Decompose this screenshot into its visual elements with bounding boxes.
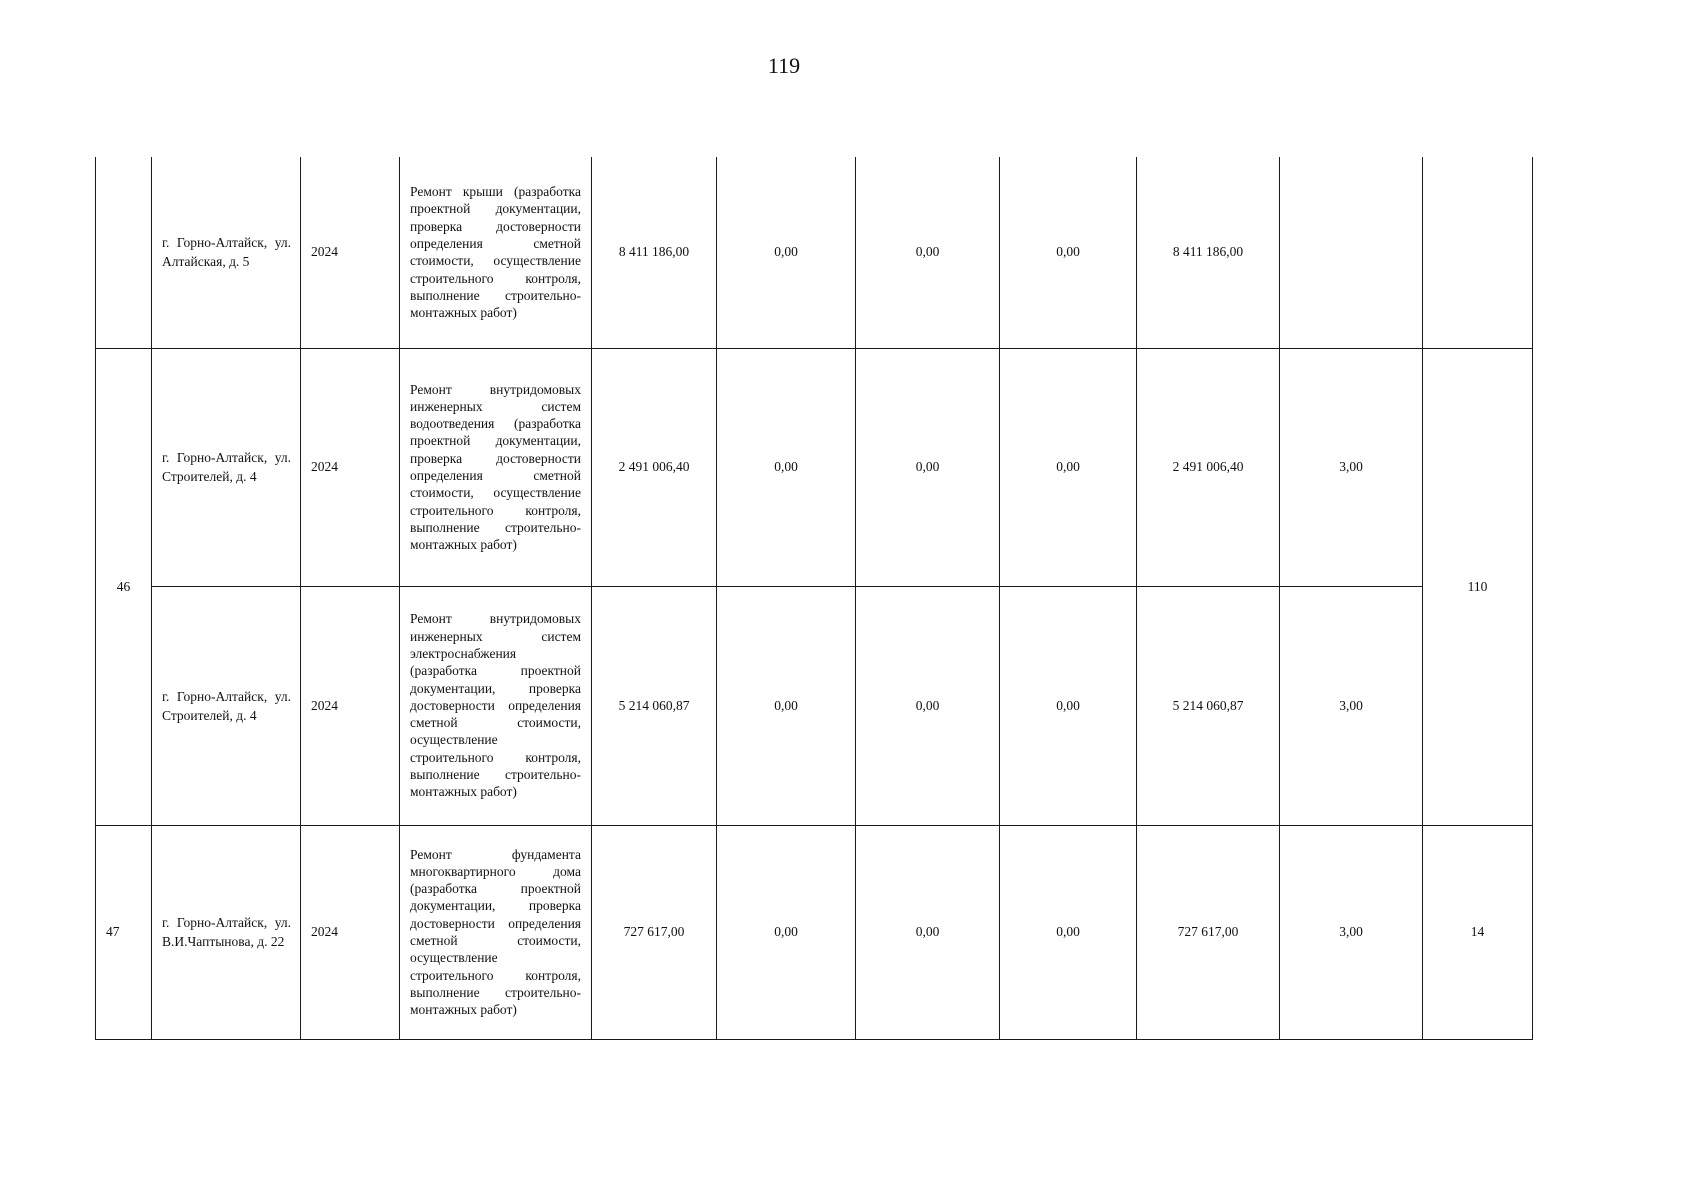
capital-repair-table	[95, 157, 1533, 1040]
address-cell: г. Горно-Алтайск, ул. Алтайская, д. 5	[152, 157, 301, 348]
value-cell-1: 0,00	[717, 157, 856, 348]
value-cell-1: 0,00	[717, 348, 856, 586]
value-cell-3: 0,00	[1000, 348, 1137, 586]
rate-cell: 3,00	[1280, 586, 1423, 825]
value-cell-3: 0,00	[1000, 825, 1137, 1039]
page-number: 119	[767, 53, 801, 78]
address-cell: г. Горно-Алтайск, ул. В.И.Чаптынова, д. 22	[152, 825, 301, 1039]
year-cell: 2024	[301, 157, 400, 348]
year-cell: 2024	[301, 586, 400, 825]
value-cell-2: 0,00	[856, 586, 1000, 825]
address-cell: г. Горно-Алтайск, ул. Строителей, д. 4	[152, 348, 301, 586]
address-cell: г. Горно-Алтайск, ул. Строителей, д. 4	[152, 586, 301, 825]
rate-cell: 3,00	[1280, 825, 1423, 1039]
work-description-cell: Ремонт крыши (разработка проектной документации, проверка достоверности определения сметной стоимости, осуществление строительного контроля, выполнение строительно-монтажных работ)	[400, 157, 592, 348]
count-cell	[1423, 157, 1533, 348]
row-number-cell: 47	[96, 825, 152, 1039]
value-cell-2: 0,00	[856, 348, 1000, 586]
count-cell: 14	[1423, 825, 1533, 1039]
row-number-cell	[96, 157, 152, 348]
year-cell: 2024	[301, 825, 400, 1039]
count-cell: 110	[1423, 348, 1533, 825]
value-cell-1: 0,00	[717, 825, 856, 1039]
value-cell-1: 0,00	[717, 586, 856, 825]
value-cell-4: 5 214 060,87	[1137, 586, 1280, 825]
table-row	[96, 157, 1533, 348]
year-cell: 2024	[301, 348, 400, 586]
rate-cell	[1280, 157, 1423, 348]
total-cost-cell: 8 411 186,00	[592, 157, 717, 348]
work-description-cell: Ремонт внутридомовых инженерных систем электроснабжения (разработка проектной документации, проверка достоверности определения сметной стоимости, осуществление строительного контроля, выполнение строительно-монтажных работ)	[400, 586, 592, 825]
total-cost-cell: 2 491 006,40	[592, 348, 717, 586]
value-cell-4: 2 491 006,40	[1137, 348, 1280, 586]
work-description-cell: Ремонт внутридомовых инженерных систем водоотведения (разработка проектной документации, проверка достоверности определения сметной стоимости, осуществление строительного контроля, выполнение строительно-монтажных работ)	[400, 348, 592, 586]
work-description-cell: Ремонт фундамента многоквартирного дома (разработка проектной документации, проверка достоверности определения сметной стоимости, осуществление строительного контроля, выполнение строительно-монтажных работ)	[400, 825, 592, 1039]
value-cell-2: 0,00	[856, 825, 1000, 1039]
value-cell-3: 0,00	[1000, 586, 1137, 825]
value-cell-4: 727 617,00	[1137, 825, 1280, 1039]
table-row	[96, 348, 1533, 586]
total-cost-cell: 727 617,00	[592, 825, 717, 1039]
value-cell-3: 0,00	[1000, 157, 1137, 348]
value-cell-4: 8 411 186,00	[1137, 157, 1280, 348]
value-cell-2: 0,00	[856, 157, 1000, 348]
table-row	[96, 586, 1533, 825]
rate-cell: 3,00	[1280, 348, 1423, 586]
row-number-cell: 46	[96, 348, 152, 825]
table-row	[96, 825, 1533, 1039]
total-cost-cell: 5 214 060,87	[592, 586, 717, 825]
